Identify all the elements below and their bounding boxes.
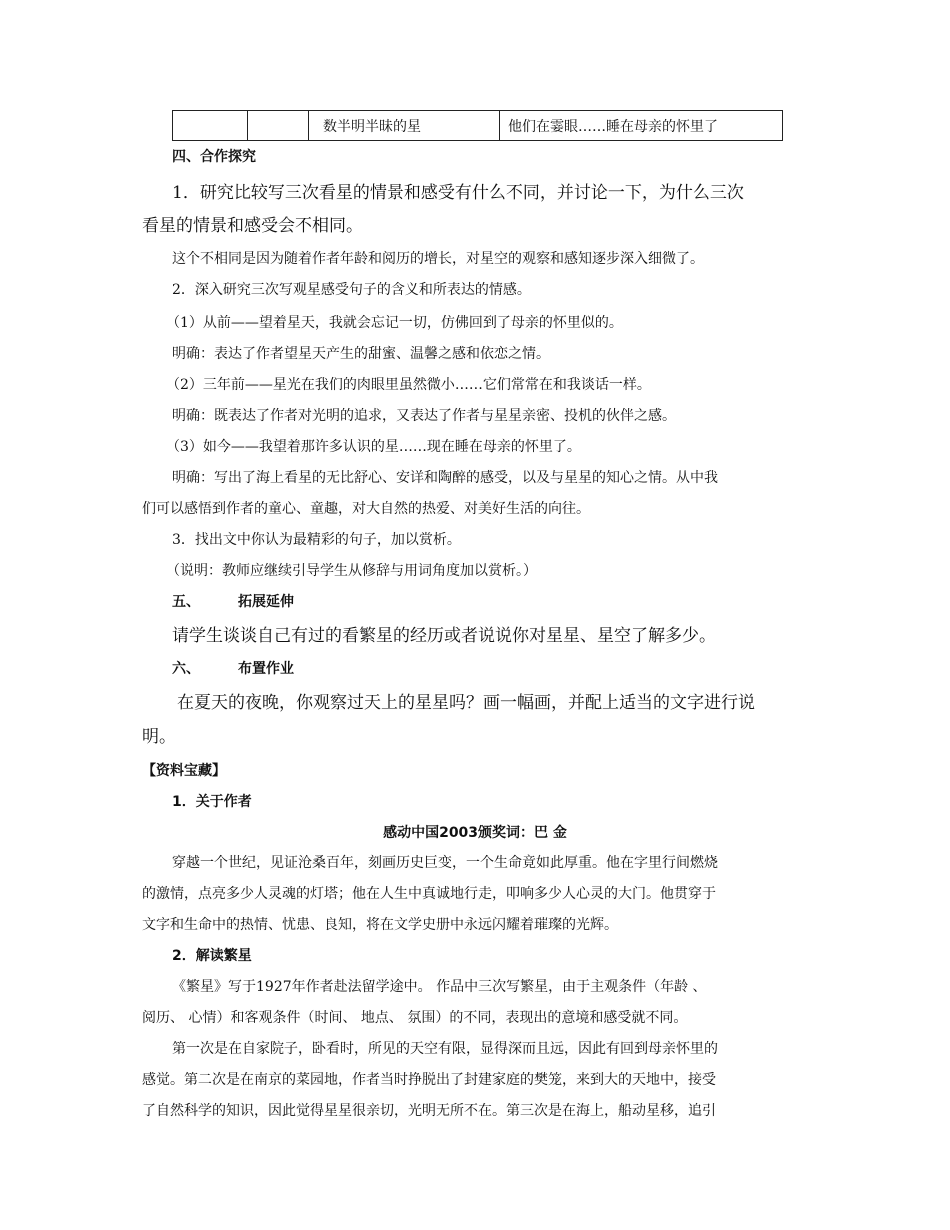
section-5-title: 拓展延伸: [238, 594, 294, 610]
item-2: （2）三年前——星光在我们的肉眼里虽然微小……它们常常在和我谈话一样。: [166, 377, 651, 393]
question-1-line-1: 1．研究比较写三次看星的情景和感受有什么不同，并讨论一下，为什么三次: [172, 183, 744, 203]
question-3: 3．找出文中你认为最精彩的句子，加以赏析。: [172, 532, 461, 548]
table-cell-1: [173, 111, 248, 141]
item-1: （1）从前——望着星天，我就会忘记一切，仿佛回到了母亲的怀里似的。: [166, 315, 623, 331]
section-6-title: 布置作业: [238, 661, 294, 677]
answer-1: 这个不相同是因为随着作者年龄和阅历的增长，对星空的观察和感知逐步深入细微了。: [172, 251, 704, 267]
question-2: 2．深入研究三次写观星感受句子的含义和所表达的情感。: [172, 282, 531, 298]
table-cell-3: 数半明半昧的星: [309, 111, 500, 141]
table-cell-4: 他们在霎眼……睡在母亲的怀里了: [500, 111, 783, 141]
section-6-text-line-2: 明。: [142, 727, 176, 747]
interpret-line-3: 第一次是在自家院子，卧看时，所见的天空有限，显得深而且远，因此有回到母亲怀里的: [172, 1041, 718, 1057]
table-row: [173, 111, 783, 141]
clarify-3-line-1: 明确：写出了海上看星的无比舒心、安详和陶醉的感受，以及与星星的知心之情。从中我: [172, 470, 718, 486]
award-line-2: 的激情，点亮多少人灵魂的灯塔；他在人生中真诚地行走，叩响多少人心灵的大门。他贯穿于: [142, 886, 716, 902]
award-line-1: 穿越一个世纪，见证沧桑百年，刻画历史巨变，一个生命竟如此厚重。他在字里行间燃烧: [172, 855, 718, 871]
resources-heading: 【资料宝藏】: [142, 763, 226, 779]
clarify-2: 明确：既表达了作者对光明的追求，又表达了作者与星星亲密、投机的伙伴之感。: [172, 408, 676, 424]
stars-table: [172, 110, 783, 141]
interpret-line-4: 感觉。第二次是在南京的菜园地，作者当时挣脱出了封建家庭的樊笼，来到大的天地中，接受: [142, 1072, 716, 1088]
section-4-heading: 四、合作探究: [172, 149, 256, 165]
award-line-3: 文字和生命中的热情、忧患、良知，将在文学史册中永远闪耀着璀璨的光辉。: [142, 917, 618, 933]
interpret-line-5: 了自然科学的知识，因此觉得星星很亲切，光明无所不在。第三次是在海上，船动星移，追引: [142, 1103, 716, 1119]
about-author-heading: 1．关于作者: [172, 794, 252, 810]
table-cell-2: [248, 111, 309, 141]
clarify-3-line-2: 们可以感悟到作者的童心、童趣，对大自然的热爱、对美好生活的向往。: [142, 501, 590, 517]
section-6-number: 六、: [172, 661, 200, 677]
section-6-text-line-1: 在夏天的夜晚，你观察过天上的星星吗？画一幅画，并配上适当的文字进行说: [177, 693, 755, 713]
item-3: （3）如今——我望着那许多认识的星……现在睡在母亲的怀里了。: [166, 439, 581, 455]
question-1-line-2: 看星的情景和感受会不相同。: [142, 216, 363, 236]
section-5-text: 请学生谈谈自己有过的看繁星的经历或者说说你对星星、星空了解多少。: [172, 626, 716, 646]
section-5-number: 五、: [172, 594, 200, 610]
clarify-1: 明确：表达了作者望星天产生的甜蜜、温馨之感和依恋之情。: [172, 346, 550, 362]
award-title: 感动中国2003颁奖词：巴 金: [383, 825, 567, 841]
interpret-line-1: 《繁星》写于1927年作者赴法留学途中。 作品中三次写繁星，由于主观条件（年龄 、: [172, 979, 707, 995]
teacher-note: （说明：教师应继续引导学生从修辞与用词角度加以赏析。）: [166, 563, 537, 579]
interpret-line-2: 阅历、 心情）和客观条件（时间、 地点、 氛围）的不同，表现出的意境和感受就不同。: [142, 1010, 688, 1026]
interpret-heading: 2．解读繁星: [172, 948, 252, 964]
